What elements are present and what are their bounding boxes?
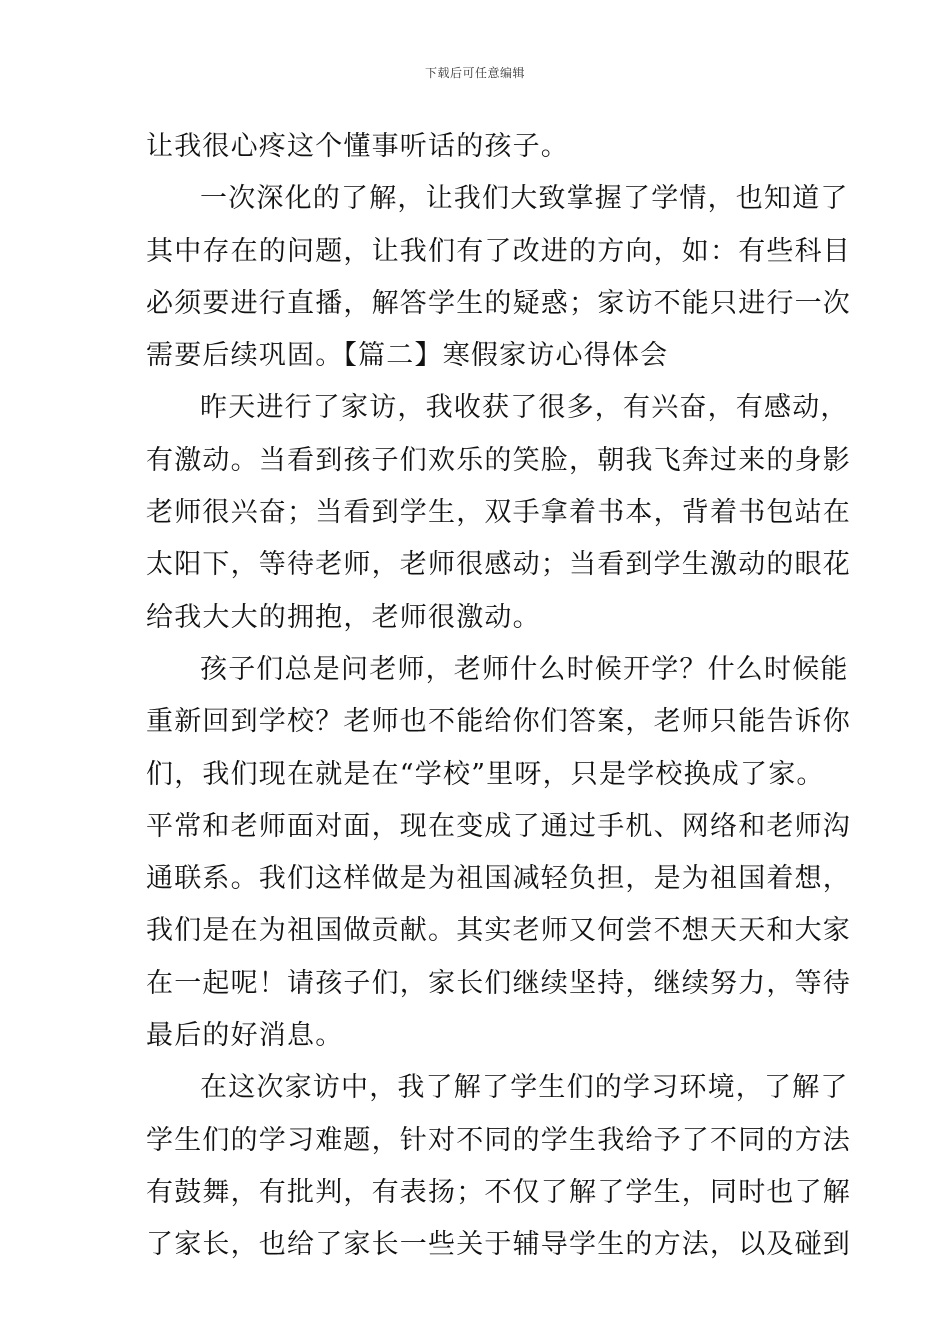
text-line: 平常和老师面对面，现在变成了通过手机、网络和老师沟 xyxy=(146,810,851,842)
text-line: 昨天进行了家访，我收获了很多，有兴奋，有感动， xyxy=(200,392,849,424)
text-line: 一次深化的了解，让我们大致掌握了学情，也知道了 xyxy=(200,183,849,215)
text-line: 通联系。我们这样做是为祖国减轻负担，是为祖国着想， xyxy=(146,863,851,895)
text-line: 让我很心疼这个懂事听话的孩子。 xyxy=(146,131,569,162)
text-line: 学生们的学习难题，针对不同的学生我给予了不同的方法 xyxy=(146,1124,851,1156)
text-line: 重新回到学校？老师也不能给你们答案，老师只能告诉你 xyxy=(146,706,851,738)
body-text xyxy=(146,121,851,1272)
text-line: 其中存在的问题，让我们有了改进的方向，如：有些科目 xyxy=(146,235,851,267)
text-line: 最后的好消息。 xyxy=(146,1020,344,1052)
text-line: 有鼓舞，有批判，有表扬；不仅了解了学生，同时也了解 xyxy=(146,1176,851,1208)
page-header: 下载后可任意编辑 xyxy=(424,66,525,80)
text-line: 在一起呢！请孩子们，家长们继续坚持，继续努力，等待 xyxy=(146,967,851,999)
text-line: 老师很兴奋；当看到学生，双手拿着书本，背着书包站在 xyxy=(146,497,851,529)
text-line: 给我大大的拥抱，老师很激动。 xyxy=(146,601,541,633)
text-line: 在这次家访中，我了解了学生们的学习环境，了解了 xyxy=(200,1072,849,1104)
text-line: 必须要进行直播，解答学生的疑惑；家访不能只进行一次 xyxy=(146,287,851,319)
text-line: 需要后续巩固。【篇二】寒假家访心得体会 xyxy=(146,340,669,372)
text-line: 有激动。当看到孩子们欢乐的笑脸，朝我飞奔过来的身影 xyxy=(146,444,851,476)
text-line: 了家长，也给了家长一些关于辅导学生的方法，以及碰到 xyxy=(146,1229,851,1261)
text-line: 孩子们总是问老师，老师什么时候开学？什么时候能 xyxy=(200,653,849,685)
text-line: 我们是在为祖国做贡献。其实老师又何尝不想天天和大家 xyxy=(146,915,851,947)
text-line: 太阳下，等待老师，老师很感动；当看到学生激动的眼花 xyxy=(146,549,851,581)
text-line: 们，我们现在就是在“学校”里呀，只是学校换成了家。 xyxy=(146,758,825,790)
